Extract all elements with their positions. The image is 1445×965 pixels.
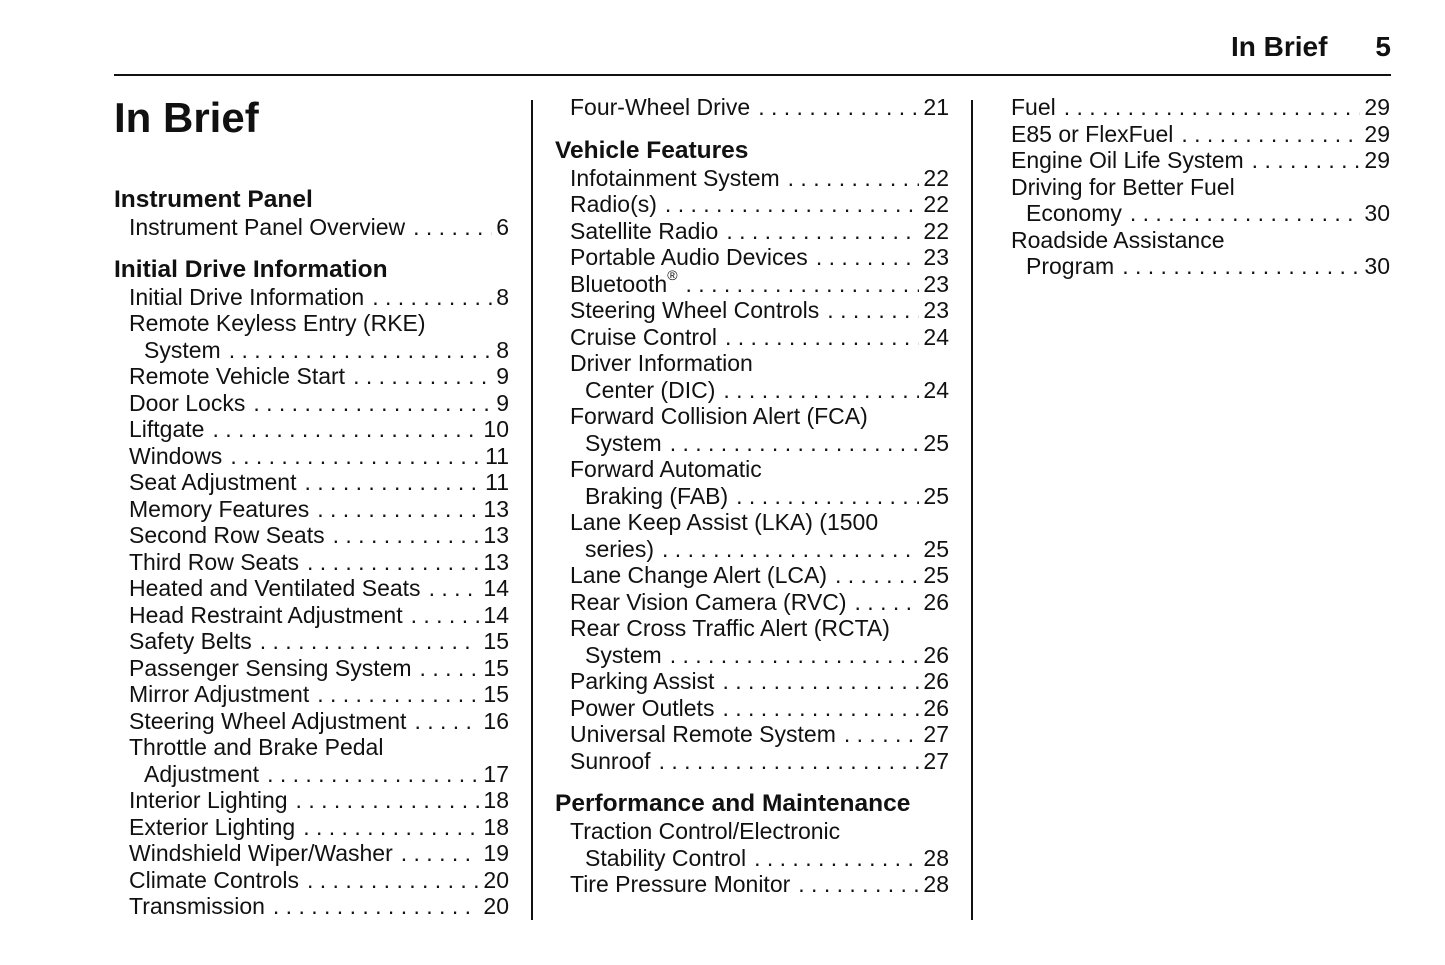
toc-entry[interactable] [114,443,509,470]
toc-entry[interactable] [555,589,949,616]
toc-entry-page: 25 [923,535,949,562]
toc-entry[interactable] [114,214,509,241]
toc-column-2 [555,94,949,898]
page-number: 5 [1375,31,1391,62]
toc-entry-title: Cruise Control [570,323,717,350]
toc-entry-page: 23 [923,270,949,297]
toc-entry[interactable] [996,121,1390,148]
toc-entry-page: 9 [496,389,509,416]
toc-entry[interactable] [555,748,949,775]
toc-entry[interactable] [114,787,509,814]
toc-entry[interactable] [555,668,949,695]
toc-entry-title-cont: Stability Control [585,844,747,871]
toc-entry[interactable] [114,549,509,576]
toc-entry-page: 28 [923,844,949,871]
toc-column-3 [996,94,1390,280]
section-heading-instrument-panel: Instrument Panel [114,186,313,213]
toc-entry-title-cont: Economy [1026,200,1122,226]
toc-entry-title: Lane Change Alert (LCA) [570,562,827,588]
toc-entry[interactable] [114,284,509,311]
toc-entry-title: Transmission [129,893,265,919]
toc-entry[interactable] [555,695,949,722]
toc-entry[interactable] [996,227,1390,280]
toc-entry[interactable] [114,708,509,735]
toc-entry-page: 18 [483,787,509,813]
toc-entry[interactable] [555,350,949,403]
toc-entry-title-cont: Braking (FAB) [585,482,729,509]
toc-entry-page: 30 [1364,200,1390,226]
toc-entry-page: 9 [496,363,509,389]
toc-entry[interactable] [555,721,949,748]
toc-entry[interactable] [114,681,509,708]
toc-entry-title: Driver Information [570,350,753,376]
toc-entry-title: Tire Pressure Monitor [570,871,791,897]
toc-entry-page: 26 [923,694,949,721]
toc-entry-title: Satellite Radio [570,217,719,244]
column-divider [971,100,973,920]
toc-entry-title: Mirror Adjustment [129,681,310,707]
toc-entry-page: 14 [483,575,509,601]
toc-entry[interactable] [555,165,949,192]
toc-entry[interactable] [555,615,949,668]
toc-entry[interactable] [996,174,1390,227]
toc-entry[interactable] [114,893,509,920]
toc-entry-title: Safety Belts [129,628,252,654]
toc-entry-title: Seat Adjustment [129,469,297,495]
toc-entry[interactable] [555,403,949,456]
toc-entry-title: Portable Audio Devices [570,244,808,270]
toc-entry-title: Parking Assist [570,668,715,694]
toc-entry-page: 29 [1364,147,1390,173]
toc-entry-title: Third Row Seats [129,548,300,575]
toc-entry-page: 15 [483,681,509,707]
toc-entry-title: Roadside Assistance [1011,226,1225,253]
toc-entry[interactable] [555,191,949,218]
toc-entry-page: 26 [923,588,949,615]
toc-entry-page: 11 [485,442,509,469]
toc-entry[interactable] [114,310,509,363]
toc-entry-page: 20 [483,893,509,919]
toc-entry-page: 8 [496,336,509,363]
toc-entry-page: 25 [923,429,949,456]
toc-entry-page: 8 [496,283,509,310]
chapter-title: In Brief [114,94,259,141]
toc-entry-title: Instrument Panel Overview [129,214,406,240]
section-heading-vehicle-features: Vehicle Features [555,136,749,164]
toc-entry-page: 15 [483,628,509,654]
toc-entry-page: 10 [483,416,509,442]
toc-entry-title-cont: System [144,336,221,363]
toc-entry-page: 24 [923,376,949,403]
toc-entry-title: Windshield Wiper/Washer [129,840,393,866]
toc-entry-title: Throttle and Brake Pedal [129,734,384,760]
toc-entry-page: 19 [483,840,509,866]
toc-entry-title: Climate Controls [129,866,299,893]
toc-entry-title: Interior Lighting [129,787,288,813]
toc-entry-page: 20 [483,866,509,893]
running-title: In Brief [1230,31,1328,62]
toc-entry[interactable] [114,655,509,682]
toc-entry-title: Door Locks [129,389,246,416]
toc-entry-title: Radio(s) [570,191,657,217]
toc-entry-page: 13 [483,548,509,575]
toc-entry-page: 24 [923,323,949,350]
toc-entry-title: Fuel [1011,94,1056,120]
toc-entry-title: Second Row Seats [129,522,325,548]
toc-entry-page: 27 [923,721,949,747]
toc-entry-title: Bluetooth [570,270,668,297]
toc-entry-page: 16 [483,707,509,734]
toc-entry-title: Driving for Better Fuel [1011,173,1235,200]
toc-entry[interactable] [114,734,509,787]
toc-entry-title: Rear Vision Camera (RVC) [570,588,847,615]
toc-entry[interactable] [114,867,509,894]
toc-entry-page: 26 [923,641,949,668]
toc-entry-title: Steering Wheel Adjustment [129,707,407,734]
toc-entry-title: Memory Features [129,495,310,522]
toc-entry-page: 29 [1364,120,1390,147]
running-header [1231,30,1391,64]
toc-entry[interactable] [114,575,509,602]
toc-entry[interactable] [114,469,509,496]
toc-entry-page: 13 [483,495,509,522]
toc-entry-page: 26 [923,668,949,694]
toc-entry-title-cont: Adjustment [144,760,260,787]
toc-entry[interactable] [996,94,1390,121]
toc-entry-title: Initial Drive Information [129,283,365,310]
toc-entry-title: Sunroof [570,747,651,774]
toc-entry[interactable] [555,244,949,271]
toc-column-1 [114,94,509,920]
toc-entry-title: Forward Automatic [570,456,762,482]
toc-entry-page: 29 [1364,94,1390,120]
header-rule [114,74,1391,76]
toc-entry-page: 17 [483,760,509,787]
column-divider [531,100,533,920]
toc-entry-title: Windows [129,442,223,469]
toc-entry-title: E85 or FlexFuel [1011,120,1174,147]
toc-entry-title: Remote Keyless Entry (RKE) [129,310,426,336]
toc-entry-page: 27 [923,747,949,774]
toc-entry-title: Universal Remote System [570,721,836,747]
toc-entry[interactable] [114,814,509,841]
toc-entry-title-cont: System [585,641,662,668]
toc-entry[interactable] [114,602,509,629]
toc-entry[interactable] [555,266,949,298]
toc-entry-title: Remote Vehicle Start [129,363,346,389]
toc-entry[interactable] [114,840,509,867]
toc-entry[interactable] [555,324,949,351]
toc-entry-page: 25 [923,482,949,509]
toc-entry[interactable] [996,147,1390,174]
toc-entry-title: Exterior Lighting [129,813,296,840]
toc-entry[interactable] [555,509,949,562]
toc-entry-page: 13 [483,522,509,548]
toc-entry-page: 22 [923,217,949,244]
toc-entry-page: 6 [496,214,509,240]
toc-entry-title: Heated and Ventilated Seats [129,575,421,601]
toc-entry-title: Engine Oil Life System [1011,147,1244,173]
toc-entry-title-cont: Center (DIC) [585,376,716,403]
toc-entry-page: 28 [923,871,949,897]
toc-entry-page: 11 [485,469,509,495]
toc-entry[interactable] [555,94,949,121]
toc-entry-page: 23 [923,244,949,270]
toc-entry-title: Head Restraint Adjustment [129,601,403,628]
toc-entry-title: Forward Collision Alert (FCA) [570,403,868,429]
toc-entry[interactable] [555,297,949,324]
section-heading-performance: Performance and Maintenance [555,790,911,817]
toc-entry-title-cont: System [585,429,662,456]
toc-entry-title: Lane Keep Assist (LKA) (1500 [570,509,879,535]
toc-entry[interactable] [555,218,949,245]
toc-entry-title-cont: Program [1026,253,1115,279]
toc-entry-title: Passenger Sensing System [129,654,412,681]
toc-entry[interactable] [114,363,509,390]
section-heading-initial-drive: Initial Drive Information [114,255,388,283]
toc-entry[interactable] [555,456,949,509]
toc-entry-page: 18 [483,813,509,840]
registered-mark: ® [667,266,678,283]
toc-entry-title: Rear Cross Traffic Alert (RCTA) [570,615,890,641]
toc-entry-title: Power Outlets [570,694,715,721]
toc-entry[interactable] [114,390,509,417]
toc-entry-title: Four-Wheel Drive [570,94,751,120]
toc-entry-page: 25 [923,562,949,588]
toc-entry-page: 30 [1364,253,1390,279]
toc-entry[interactable] [114,496,509,523]
toc-entry[interactable] [555,871,949,898]
toc-entry-title: Liftgate [129,416,205,442]
toc-entry-page: 15 [483,654,509,681]
toc-entry-page: 23 [923,297,949,323]
toc-entry-title-cont: series) [585,535,655,562]
toc-entry-title: Steering Wheel Controls [570,297,820,323]
toc-entry-page: 22 [923,191,949,217]
toc-entry-title: Infotainment System [570,164,780,191]
toc-entry[interactable] [114,522,509,549]
toc-entry-page: 14 [483,601,509,628]
toc-entry[interactable] [555,818,949,871]
toc-entry-page: 22 [923,164,949,191]
toc-entry-page: 21 [923,94,949,120]
toc-entry[interactable] [555,562,949,589]
toc-entry[interactable] [114,628,509,655]
toc-entry-title: Traction Control/Electronic [570,818,841,844]
toc-entry[interactable] [114,416,509,443]
